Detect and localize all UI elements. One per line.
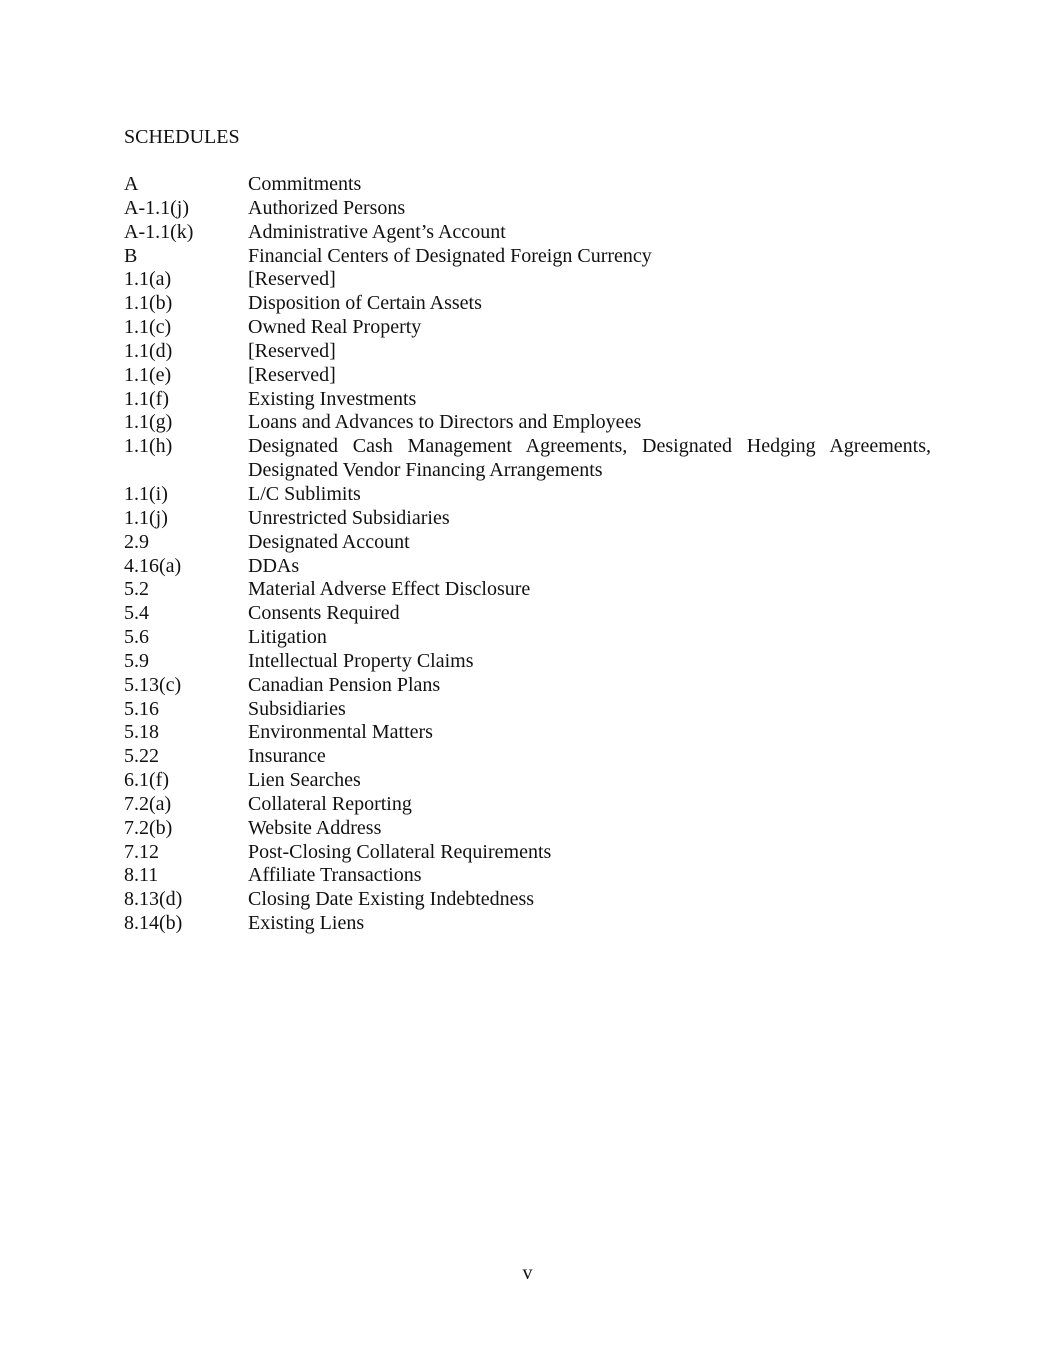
schedule-row xyxy=(124,864,931,888)
schedule-code: 7.12 xyxy=(124,840,159,863)
schedule-row xyxy=(124,721,931,745)
schedule-title: Affiliate Transactions xyxy=(248,864,422,887)
schedule-row xyxy=(124,197,931,221)
schedule-row xyxy=(124,531,931,555)
schedule-row xyxy=(124,745,931,769)
schedule-code: A-1.1(k) xyxy=(124,220,194,243)
schedule-title: Authorized Persons xyxy=(248,196,406,219)
schedule-row xyxy=(124,841,931,865)
schedule-title: Material Adverse Effect Disclosure xyxy=(248,578,531,601)
schedule-title: L/C Sublimits xyxy=(248,482,361,505)
schedule-title: [Reserved] xyxy=(248,363,336,386)
schedule-code: 8.13(d) xyxy=(124,888,183,911)
page-title: SCHEDULES xyxy=(124,126,240,148)
schedule-title: Designated Account xyxy=(248,530,410,553)
schedule-row xyxy=(124,650,931,674)
schedule-title: Environmental Matters xyxy=(248,721,433,744)
schedule-row xyxy=(124,793,931,817)
schedule-title: [Reserved] xyxy=(248,339,336,362)
schedule-row xyxy=(124,316,931,340)
schedule-row xyxy=(124,411,931,435)
schedule-row xyxy=(124,888,931,912)
schedule-row xyxy=(124,435,931,483)
schedule-code: 1.1(d) xyxy=(124,339,173,362)
schedule-title: Existing Liens xyxy=(248,912,365,935)
schedule-code: 1.1(i) xyxy=(124,482,168,505)
schedule-title: Litigation xyxy=(248,626,327,649)
schedule-title: Website Address xyxy=(248,816,382,839)
schedule-title: Owned Real Property xyxy=(248,316,422,339)
schedule-title: Collateral Reporting xyxy=(248,792,412,815)
schedule-row xyxy=(124,555,931,579)
schedule-code: 5.18 xyxy=(124,721,159,744)
schedule-row xyxy=(124,221,931,245)
schedule-title: Loans and Advances to Directors and Employees xyxy=(248,411,642,434)
schedule-title: Consents Required xyxy=(248,602,400,625)
schedule-title: Subsidiaries xyxy=(248,697,346,720)
schedule-code: 2.9 xyxy=(124,530,149,553)
schedule-title: Unrestricted Subsidiaries xyxy=(248,506,450,529)
schedule-title: DDAs xyxy=(248,554,300,577)
schedule-code: 1.1(g) xyxy=(124,411,173,434)
schedule-title: Commitments xyxy=(248,173,362,195)
schedule-code: 8.14(b) xyxy=(124,912,183,935)
schedule-code: 4.16(a) xyxy=(124,554,182,577)
schedule-title: Intellectual Property Claims xyxy=(248,649,474,672)
schedule-code: 5.2 xyxy=(124,578,149,601)
schedule-row xyxy=(124,674,931,698)
schedule-code: 1.1(b) xyxy=(124,292,173,315)
schedule-row xyxy=(124,507,931,531)
schedule-code: A xyxy=(124,173,139,195)
page-number: v xyxy=(522,1262,533,1284)
schedule-row xyxy=(124,340,931,364)
schedule-code: 5.6 xyxy=(124,626,149,649)
schedule-code: 7.2(b) xyxy=(124,816,173,839)
schedule-row xyxy=(124,602,931,626)
schedule-code: 1.1(a) xyxy=(124,268,172,291)
schedule-code: 1.1(h) xyxy=(124,435,173,458)
schedule-code: 1.1(e) xyxy=(124,363,172,386)
schedule-title: Closing Date Existing Indebtedness xyxy=(248,888,535,911)
schedule-title: Canadian Pension Plans xyxy=(248,673,441,696)
schedule-title: [Reserved] xyxy=(248,268,336,291)
schedule-title: Designated Cash Management Agreements, Designated Hedging Agreements, Designated Vendor Financing Arrangements xyxy=(248,435,931,482)
schedule-row xyxy=(124,268,931,292)
schedule-row xyxy=(124,388,931,412)
schedule-code: 6.1(f) xyxy=(124,769,169,792)
schedule-code: 1.1(f) xyxy=(124,387,169,410)
schedule-title: Post-Closing Collateral Requirements xyxy=(248,840,552,863)
schedule-list xyxy=(124,173,931,936)
schedule-code: B xyxy=(124,244,138,267)
schedule-row xyxy=(124,769,931,793)
schedule-code: 8.11 xyxy=(124,864,159,887)
schedule-code: 5.4 xyxy=(124,602,149,625)
schedule-row xyxy=(124,245,931,269)
schedule-code: 1.1(j) xyxy=(124,506,168,529)
schedule-code: 5.9 xyxy=(124,649,149,672)
schedule-row xyxy=(124,698,931,722)
schedule-row xyxy=(124,173,931,197)
schedule-row xyxy=(124,364,931,388)
schedule-row xyxy=(124,912,931,936)
schedule-code: 5.16 xyxy=(124,697,159,720)
schedule-code: 5.13(c) xyxy=(124,673,182,696)
schedule-code: 7.2(a) xyxy=(124,792,172,815)
schedule-title: Existing Investments xyxy=(248,387,417,410)
schedule-code: A-1.1(j) xyxy=(124,196,189,219)
schedule-code: 1.1(c) xyxy=(124,316,172,339)
schedule-row xyxy=(124,483,931,507)
schedule-code: 5.22 xyxy=(124,745,159,768)
schedule-title: Financial Centers of Designated Foreign Currency xyxy=(248,244,652,267)
schedule-title: Administrative Agent’s Account xyxy=(248,220,506,243)
schedule-title: Insurance xyxy=(248,745,326,768)
schedule-row xyxy=(124,626,931,650)
schedule-title: Lien Searches xyxy=(248,769,361,792)
schedule-title: Disposition of Certain Assets xyxy=(248,292,482,315)
schedule-row xyxy=(124,292,931,316)
schedule-row xyxy=(124,817,931,841)
schedule-row xyxy=(124,578,931,602)
